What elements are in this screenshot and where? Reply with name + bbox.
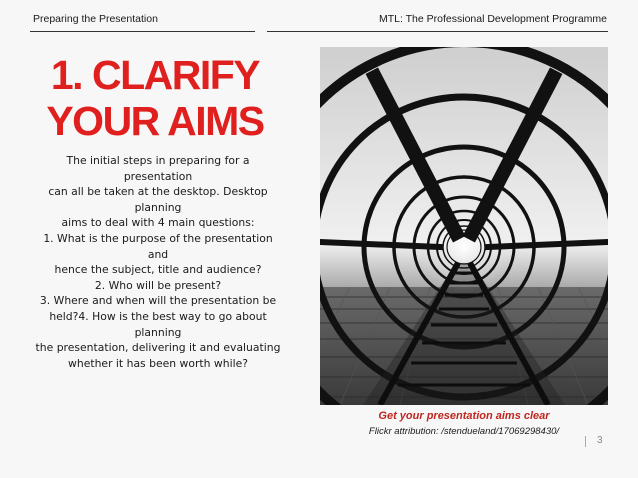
header-divider-right [267, 31, 608, 32]
body-line: 1. What is the purpose of the presentation and [43, 231, 273, 261]
body-line: hence the subject, title and audience? [54, 263, 262, 277]
body-line: aims to deal with 4 main questions: [61, 216, 255, 230]
image-attribution: Flickr attribution: /stendueland/17069298430/ [368, 426, 560, 437]
body-paragraph [32, 153, 284, 371]
body-line: held?4. How is the best way to go about planning [49, 309, 267, 339]
body-line: can all be taken at the desktop. Desktop planning [48, 185, 268, 214]
body-line: 2. Who will be present? [94, 278, 222, 292]
body-line: whether it has been worth while? [68, 356, 248, 370]
header-left-text: Preparing the Presentation [33, 13, 158, 25]
header-right-text: MTL: The Professional Development Programme [379, 13, 607, 25]
page-number-divider [585, 436, 586, 447]
body-line: the presentation, delivering it and evaluating [35, 341, 281, 355]
ladder-tunnel-photo [320, 47, 608, 405]
header-divider-left [30, 31, 255, 32]
image-caption: Get your presentation aims clear [378, 410, 550, 422]
page-number: 3 [597, 435, 603, 446]
title-line-1: 1. CLARIFY [50, 52, 260, 98]
body-line: The initial steps in preparing for a presentation [66, 154, 250, 183]
slide-title [30, 52, 280, 144]
body-line: 3. Where and when will the presentation be [39, 294, 277, 308]
title-line-2: YOUR AIMS [46, 98, 264, 144]
